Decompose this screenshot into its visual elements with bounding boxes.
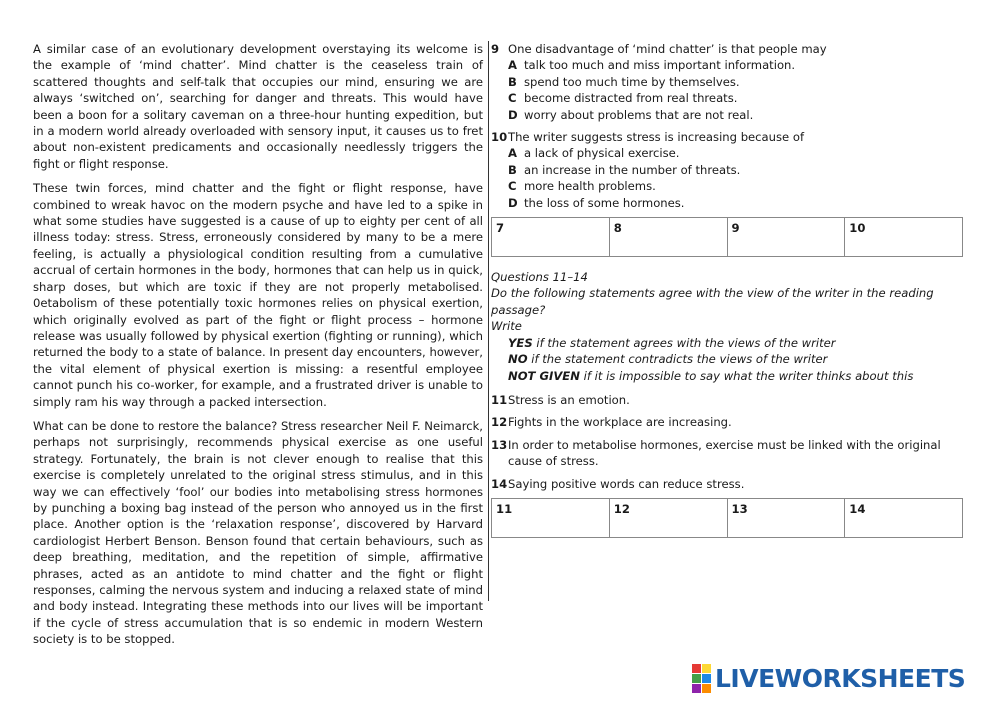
logo-square: [702, 674, 711, 683]
question-text: The writer suggests stress is increasing because of: [508, 130, 805, 145]
option-letter: A: [508, 146, 517, 161]
option-10d[interactable]: [491, 195, 963, 211]
reading-passage: [33, 41, 483, 656]
statement-text: Saying positive words can reduce stress.: [508, 476, 745, 491]
statement-text: Fights in the workplace are increasing.: [508, 415, 732, 430]
option-9a[interactable]: [491, 57, 963, 73]
section-heading: Questions 11–14: [491, 270, 588, 285]
section-instruction: Do the following statements agree with the view of the writer in the reading passage?: [491, 286, 934, 317]
answer-table-7-10: [491, 217, 963, 257]
option-letter: C: [508, 179, 517, 194]
option-text: spend too much time by themselves.: [524, 74, 740, 89]
logo-square: [692, 664, 701, 673]
write-label: Write: [491, 319, 522, 334]
key-yes: [491, 335, 963, 351]
statement-11: [491, 392, 963, 408]
option-text: talk too much and miss important information.: [524, 58, 796, 73]
logo-square: [702, 664, 711, 673]
option-text: an increase in the number of threats.: [524, 162, 741, 177]
liveworksheets-logo: [692, 664, 965, 693]
questions-column: [491, 41, 963, 550]
option-letter: B: [508, 162, 517, 177]
question-text: One disadvantage of ‘mind chatter’ is that people may: [508, 42, 827, 56]
key-term: YES: [508, 335, 533, 350]
answer-table-11-14: [491, 498, 963, 538]
passage-paragraph-2: These twin forces, mind chatter and the fight or flight response, have combined to wreak havoc on the modern psyche and have led to a spike in what some studies have suggested is a cause of up to eighty per cent of all illness today: stress. Stress, erroneously considered by many to be a mere feeling, is actually a physiological condition resulting from a cumulative accrual of certain hormones in the body, hormones that can help us in quick, sharp doses, but which are toxic if they are not properly metabolised. 0etabolism of these potentially toxic hormones relies on physical exertion, which originally evolved as part of the fight or flight process – hormone release was usually followed by physical exertion (fighting or running), which returned the body to a state of balance. In present day encounters, however, the vital element of physical exertion is missing: a resentful employee cannot punch his co-worker, for example, and a frustrated driver is unable to simply ram his way through a packed intersection.: [33, 181, 483, 409]
option-text: the loss of some hormones.: [524, 195, 685, 210]
key-description: if the statement agrees with the views of the writer: [532, 335, 836, 350]
key-term: NO: [508, 352, 528, 367]
statement-14: [491, 476, 963, 492]
statement-text: In order to metabolise hormones, exercise must be linked with the original cause of stress.: [508, 437, 941, 469]
statement-13: [491, 437, 963, 470]
option-9c[interactable]: [491, 90, 963, 106]
statement-12: [491, 414, 963, 430]
question-9: [491, 41, 963, 123]
key-description: if the statement contradicts the views of the writer: [527, 352, 828, 367]
logo-square: [702, 684, 711, 693]
logo-icon: [692, 664, 711, 693]
key-not-given: [491, 368, 963, 384]
option-9b[interactable]: [491, 74, 963, 90]
option-10b[interactable]: [491, 162, 963, 178]
answer-box-11[interactable]: 11: [492, 498, 610, 537]
answer-box-13[interactable]: 13: [727, 498, 845, 537]
question-10: [491, 129, 963, 211]
key-term: NOT GIVEN: [508, 368, 580, 383]
key-description: if it is impossible to say what the writer thinks about this: [579, 368, 914, 383]
answer-box-14[interactable]: 14: [845, 498, 963, 537]
key-no: [491, 351, 963, 367]
column-divider: [488, 41, 489, 601]
option-10a[interactable]: [491, 145, 963, 161]
option-letter: B: [508, 74, 517, 89]
passage-paragraph-1: A similar case of an evolutionary development overstaying its welcome is the example of ‘mind chatter’. Mind chatter is the ceaseless train of scattered thoughts and self-talk that occupies our mind, ensuring we are always ‘switched on’, searching for danger and threats. This would have been a boon for a solitary caveman on a three-hour hunting expedition, but in a modern world already overloaded with sensory input, it causes us to fret about non-existent predicaments and occasionally needlessly triggers the fight or flight response.: [33, 42, 483, 171]
logo-square: [692, 674, 701, 683]
answer-box-7[interactable]: 7: [492, 218, 610, 257]
section-instructions: [491, 269, 963, 384]
question-number: 9: [491, 42, 500, 56]
answer-box-12[interactable]: 12: [609, 498, 727, 537]
statement-number: 11: [491, 392, 508, 407]
option-text: a lack of physical exercise.: [524, 146, 680, 161]
option-letter: C: [508, 91, 517, 106]
logo-text: LIVEWORKSHEETS: [715, 664, 966, 693]
answer-box-10[interactable]: 10: [845, 218, 963, 257]
statement-number: 12: [491, 415, 508, 430]
option-9d[interactable]: [491, 107, 963, 123]
passage-paragraph-3: What can be done to restore the balance? Stress researcher Neil F. Neimarck, perhaps not surprisingly, recommends physical exercise as one useful strategy. Fortunately, the brain is not clever enough to realise that this exercise is completely unrelated to the original stress stimulus, and in this way we can effectively ‘fool’ our bodies into metabolising stress hormones by punching a boxing bag instead of the person who annoyed us in the first place. Another option is the ‘relaxation response’, discovered by Harvard cardiologist Herbert Benson. Benson found that certain behaviours, such as deep breathing, meditation, and the repetition of simple, affirmative phrases, acted as an antidote to mind chatter and the fight or flight responses, calming the nervous system and inducing a relaxed state of mind and body instead. Integrating these methods into our lives will be important if the cycle of stress accumulation that is so endemic in modern Western society is to be stopped.: [33, 418, 483, 647]
option-text: become distracted from real threats.: [524, 91, 738, 106]
option-10c[interactable]: [491, 178, 963, 194]
option-letter: A: [508, 58, 517, 73]
answer-box-8[interactable]: 8: [609, 218, 727, 257]
answer-box-9[interactable]: 9: [727, 218, 845, 257]
option-letter: D: [508, 107, 518, 122]
option-text: worry about problems that are not real.: [524, 107, 754, 122]
option-letter: D: [508, 195, 518, 210]
question-number: 10: [491, 130, 508, 145]
statement-number: 13: [491, 437, 508, 452]
statement-number: 14: [491, 476, 508, 491]
option-text: more health problems.: [524, 179, 656, 194]
logo-square: [692, 684, 701, 693]
statement-text: Stress is an emotion.: [508, 392, 630, 407]
